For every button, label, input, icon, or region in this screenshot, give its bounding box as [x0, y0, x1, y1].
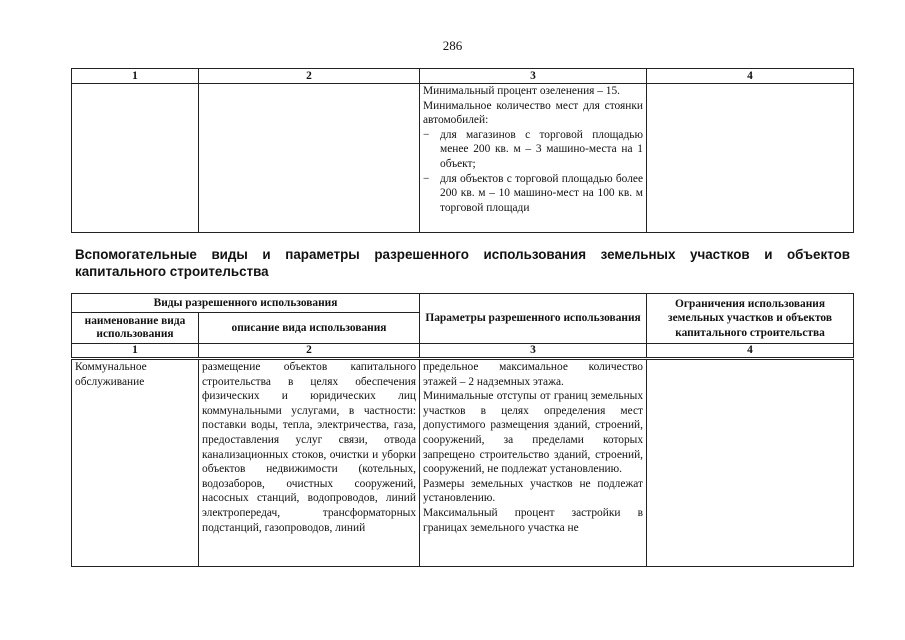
- cell-limits: [647, 359, 854, 567]
- cell-name: [72, 84, 199, 233]
- column-number: 1: [72, 69, 199, 84]
- column-number-row: [72, 344, 854, 359]
- section-title-line: капитального строительства: [75, 264, 269, 279]
- cell-name: Коммунальное обслуживание: [72, 359, 199, 567]
- header-usage-types: Виды разрешенного использования: [72, 294, 420, 313]
- parking-minimum-text: Минимальное количество мест для стоянки автомобилей:: [423, 99, 643, 127]
- cell-description: размещение объектов капитального строительства в целях обеспечения физических и юридических лиц коммунальными услугами, в частности: поставки воды, тепла, электричества, газа, предоставления услуг связи, отвода канализационных стоков, очистки и уборки объектов недвижимости (котельных, водозаборов, очистных сооружений, насосных станций, водопроводов, линий электропередач, трансформаторных подстанций, газопроводов, линий: [199, 359, 420, 567]
- column-number: 4: [647, 344, 854, 359]
- section-title: [75, 246, 850, 280]
- parking-list: [423, 128, 643, 216]
- section-title-line: Вспомогательные виды и параметры разрешенного использования земельных участков и объектов: [75, 247, 850, 262]
- page-number: 286: [442, 38, 463, 53]
- column-number: 1: [72, 344, 199, 359]
- continuation-table: [71, 68, 854, 233]
- column-number: 4: [647, 69, 854, 84]
- table-row: [72, 84, 854, 233]
- header-parameters: Параметры разрешенного использования: [420, 294, 647, 344]
- column-number: 2: [199, 344, 420, 359]
- list-item: − для магазинов с торговой площадью менее 200 кв. м – 3 машино-места на 1 объект;: [423, 128, 643, 172]
- column-number: 3: [420, 344, 647, 359]
- cell-parameters: [420, 359, 647, 567]
- column-number-row: [72, 69, 854, 84]
- column-number: 2: [199, 69, 420, 84]
- params-paragraph: Размеры земельных участков не подлежат установлению.: [423, 477, 644, 505]
- column-number: 3: [420, 69, 647, 84]
- list-item: − для объектов с торговой площадью более 200 кв. м – 10 машино-мест на 100 кв. м торговой площади: [423, 172, 643, 216]
- greening-percent-text: Минимальный процент озеленения – 15.: [423, 85, 621, 97]
- params-paragraph: предельное максимальное количество этажей – 2 надземных этажа.: [423, 361, 644, 388]
- params-paragraph: Минимальные отступы от границ земельных участков в целях определения мест допустимого размещения зданий, строений, сооружений, за пределами которых запрещено строительство зданий, строений, сооружений, не подлежат установлению.: [423, 390, 644, 476]
- cell-limits: [647, 84, 854, 233]
- auxiliary-uses-table: [71, 293, 854, 567]
- header-row: [72, 294, 854, 313]
- params-paragraph: Максимальный процент застройки в границах земельного участка не: [423, 506, 644, 534]
- header-name: наименование вида использования: [72, 313, 199, 344]
- cell-parameters: [420, 84, 647, 233]
- header-description: описание вида использования: [199, 313, 420, 344]
- cell-description: [199, 84, 420, 233]
- header-limits: Ограничения использования земельных участков и объектов капитального строительства: [647, 294, 854, 344]
- table-row: [72, 359, 854, 567]
